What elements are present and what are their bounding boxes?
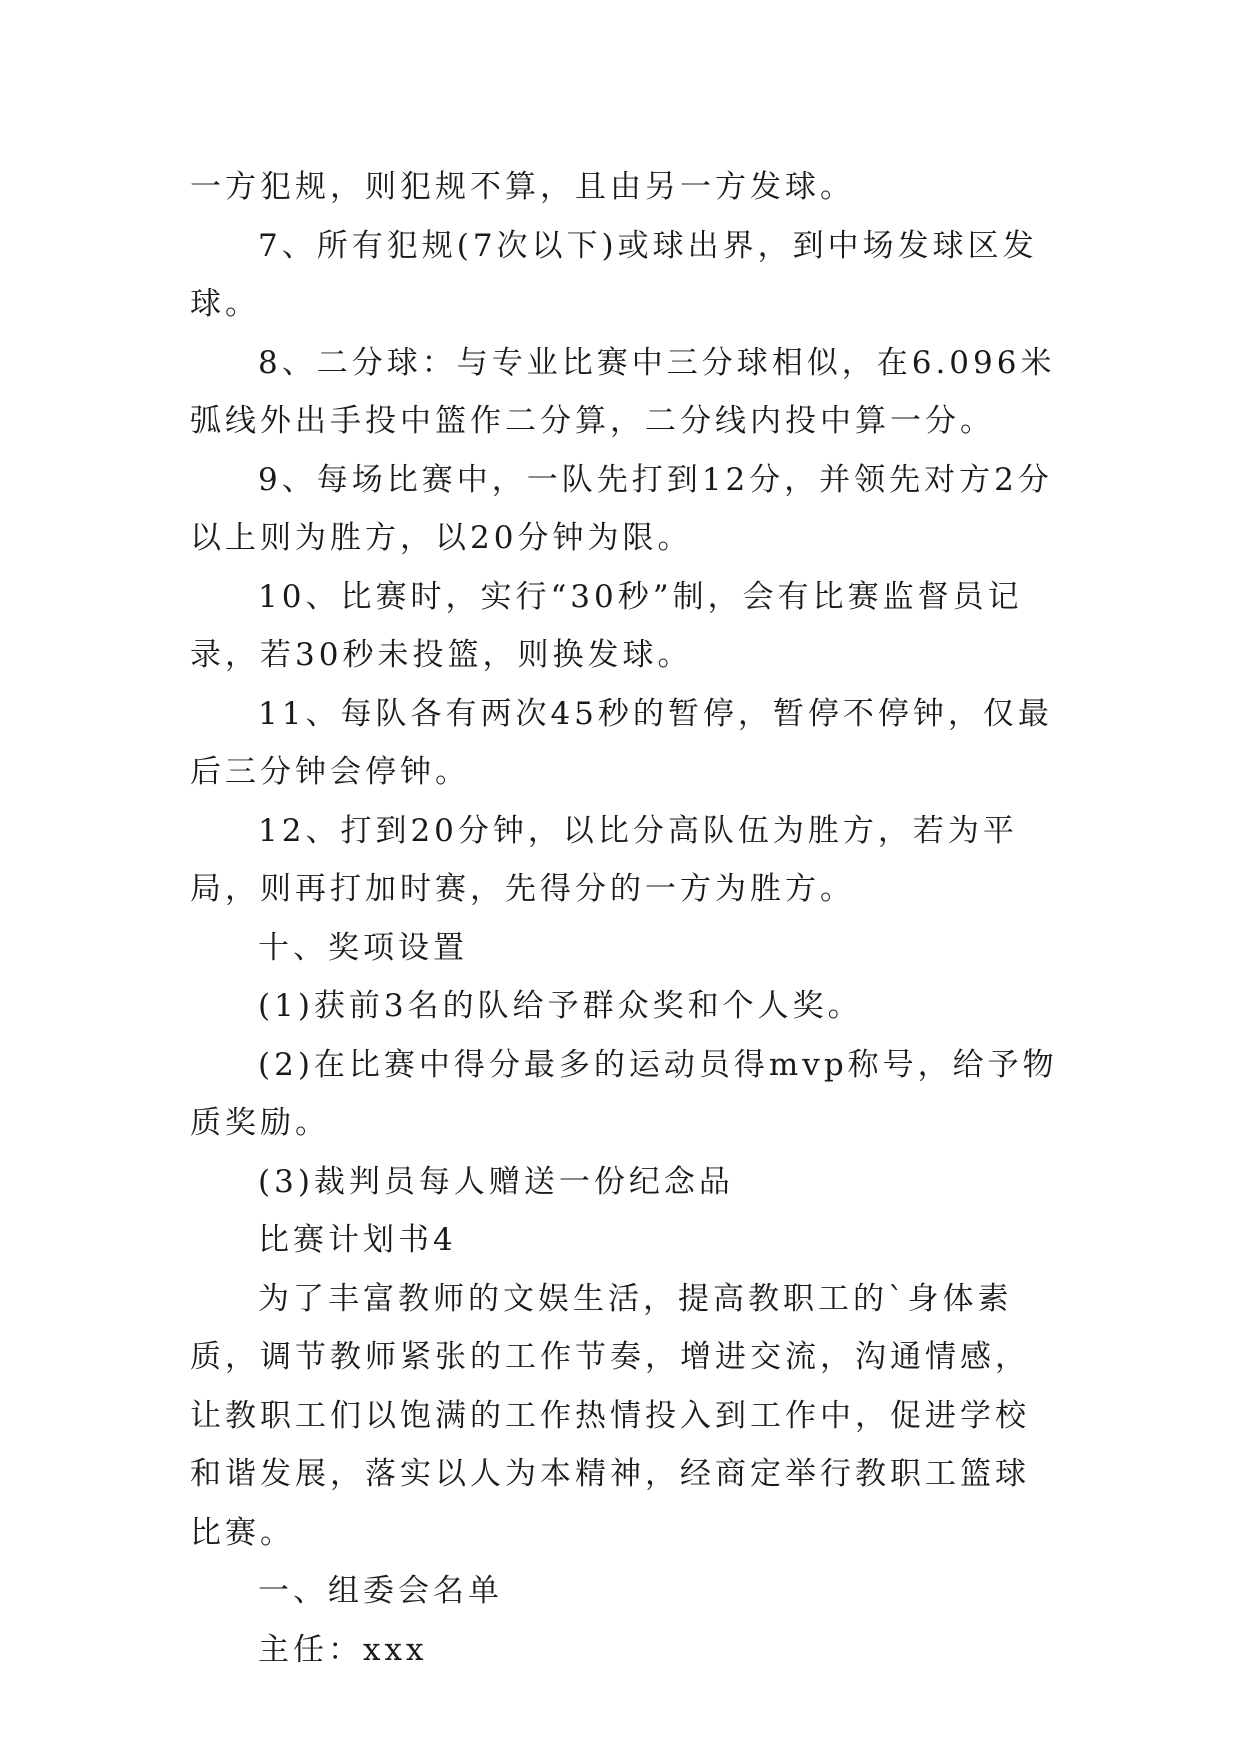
paragraph-rule-9: 9、每场比赛中，一队先打到12分，并领先对方2分以上则为胜方，以20分钟为限。 — [190, 461, 1053, 556]
paragraph-director: 主任：xxx — [258, 1631, 428, 1668]
paragraph-intro: 为了丰富教师的文娱生活，提高教职工的`身体素质，调节教师紧张的工作节奏，增进交流，沟通情感，让教职工们以饱满的工作热情投入到工作中，促进学校和谐发展，落实以人为本精神，经商定举行教职工篮球比赛。 — [190, 1280, 1030, 1551]
paragraph-foul-continuation: 一方犯规，则犯规不算，且由另一方发球。 — [190, 169, 855, 205]
section-heading-committee: 一、组委会名单 — [258, 1573, 503, 1609]
paragraph-award-3: (3)裁判员每人赠送一份纪念品 — [258, 1163, 734, 1200]
paragraph-rule-8: 8、二分球：与专业比赛中三分球相似，在6.096米弧线外出手投中篮作二分算，二分线内投中算一分。 — [190, 344, 1056, 439]
paragraph-rule-11: 11、每队各有两次45秒的暂停，暂停不停钟，仅最后三分钟会停钟。 — [190, 695, 1053, 790]
paragraph-rule-10: 10、比赛时，实行“30秒”制，会有比赛监督员记录，若30秒未投篮，则换发球。 — [190, 578, 1023, 673]
document-body — [190, 158, 1060, 1679]
paragraph-award-1: (1)获前3名的队给予群众奖和个人奖。 — [258, 988, 863, 1024]
paragraph-rule-7: 7、所有犯规(7次以下)或球出界，到中场发球区发球。 — [190, 227, 1038, 322]
document-subtitle: 比赛计划书4 — [258, 1222, 457, 1258]
paragraph-rule-12: 12、打到20分钟，以比分高队伍为胜方，若为平局，则再打加时赛，先得分的一方为胜方。 — [190, 812, 1018, 907]
paragraph-award-2: (2)在比赛中得分最多的运动员得mvp称号，给予物质奖励。 — [190, 1046, 1058, 1141]
section-heading-awards: 十、奖项设置 — [258, 929, 468, 966]
